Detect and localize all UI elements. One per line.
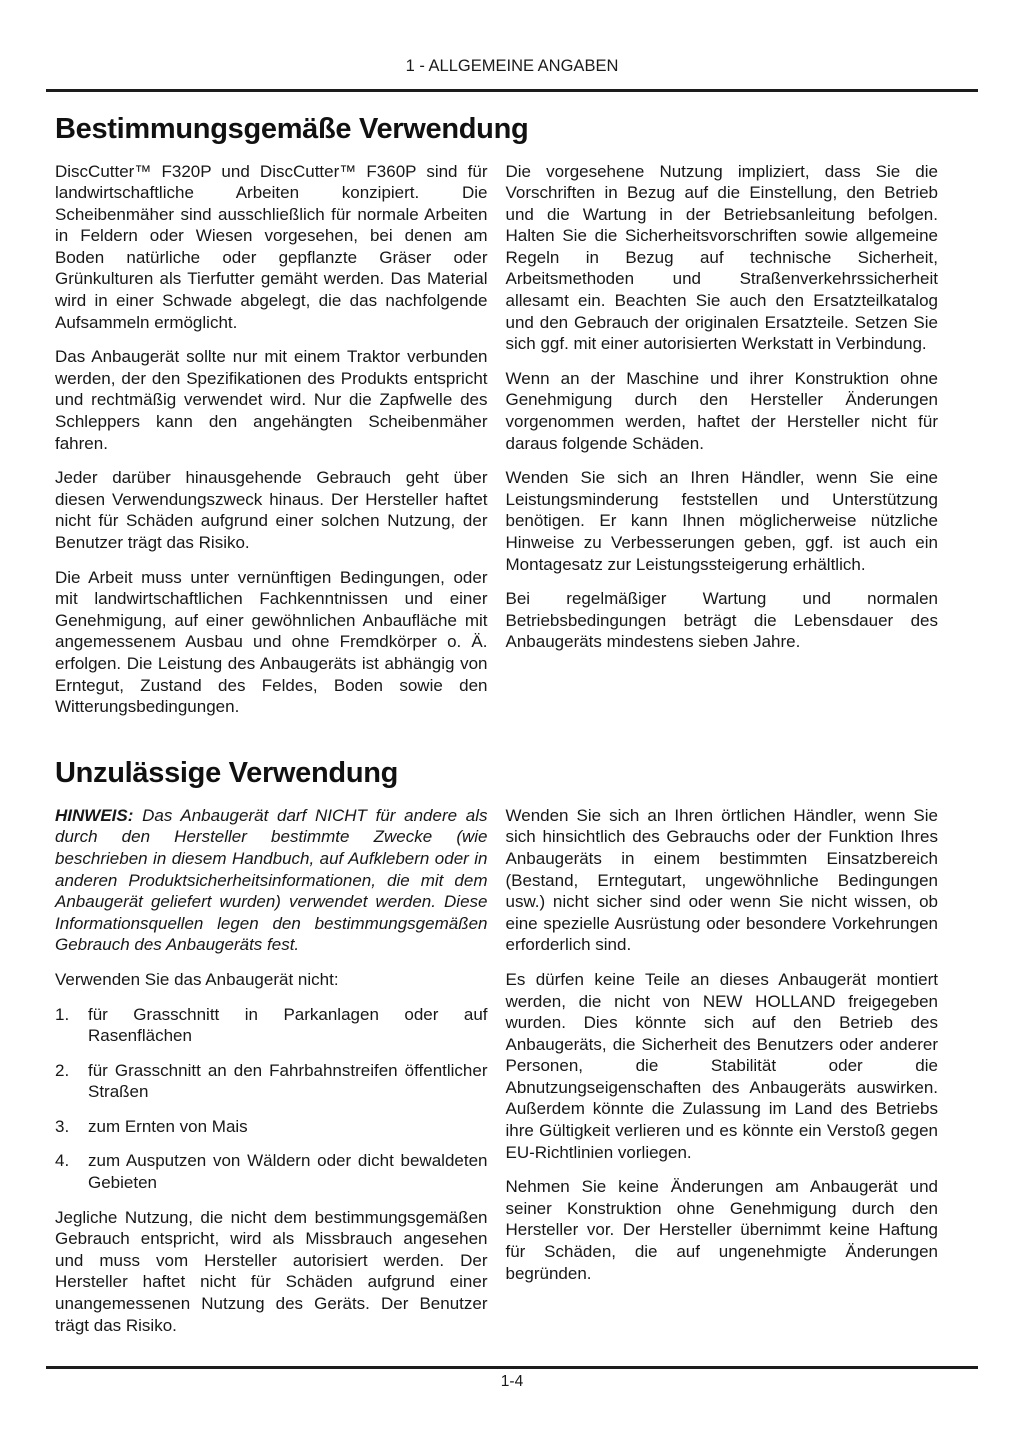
paragraph: Jegliche Nutzung, die nicht dem bestimmungsgemäßen Gebrauch entspricht, wird als Missbrauch angesehen und muss vom Hersteller autorisiert werden. Der Hersteller haftet nicht für Schäden aufgrund einer unangemessenen Nutzung des Geräts. Der Benutzer trägt das Risiko. [55,1207,488,1335]
list-intro: Verwenden Sie das Anbaugerät nicht: [55,969,339,989]
paragraph: Die Arbeit muss unter vernünftigen Bedingungen, oder mit landwirtschaftlichen Fachkenntnissen und einer Genehmigung, auf einer gewöhnlichen Anbaufläche mit angemessenem Ausbau und ohne Fremdkörper o. Ä. erfolgen. Die Leistung des Anbaugeräts ist abhängig von Erntegut, Zustand des Feldes, Boden sowie den Witterungsbedingungen. [55,567,488,717]
list-item-number: 4. [55,1151,70,1171]
page-number: 1-4 [500,1372,524,1390]
chapter-header: 1 - ALLGEMEINE ANGABEN [405,57,619,75]
paragraph: Bei regelmäßiger Wartung und normalen Betriebsbedingungen beträgt die Lebensdauer des Anbaugeräts mindestens sieben Jahre. [505,589,938,652]
note-paragraph [55,805,488,956]
paragraph: Es dürfen keine Teile an dieses Anbaugerät montiert werden, die nicht von NEW HOLLAND freigegeben wurden. Dies könnte sich auf den Betrieb des Anbaugeräts, die Sicherheit des Benutzers oder anderer Personen, die Stabilität oder die Abnutzungseigenschaften des Anbaugeräts auswirken. Außerdem könnte die Zulassung im Land des Betriebs ihre Gültigkeit verlieren und es könnte ein Verstoß gegen EU-Richtlinien vorliegen. [505,969,938,1162]
page-footer [0,1366,1024,1391]
header-divider [46,89,978,92]
list-item-text: zum Ernten von Mais [88,1116,248,1136]
paragraph: Das Anbaugerät sollte nur mit einem Traktor verbunden werden, der den Spezifikationen des Produkts entspricht und rechtmäßig verwendet wird. Nur die Zapfwelle des Schleppers kann den angehängten Scheibenmäher fahren. [55,347,488,453]
paragraph: Wenden Sie sich an Ihren Händler, wenn Sie eine Leistungsminderung feststellen und Unterstützung benötigen. Er kann Ihnen möglicherweise nützliche Hinweise zu Verbesserungen geben, ggf. ist auch ein Montagesatz zur Leistungssteigerung erhältlich. [505,468,938,574]
paragraph: Jeder darüber hinausgehende Gebrauch geht über diesen Verwendungszweck hinaus. Der Hersteller haftet nicht für Schäden aufgrund einer solchen Nutzung, der Benutzer trägt das Risiko. [55,468,488,552]
footer-divider [46,1366,978,1369]
note-text: Das Anbaugerät darf NICHT für andere als durch den Hersteller bestimmte Zwecke (wie beschrieben in diesem Handbuch, auf Aufklebern oder in anderen Produktsicherheitsinformationen, die mit dem Anbaugerät geliefert wurden) verwendet werden. Diese Informationsquellen legen den bestimmungsgemäßen Gebrauch des Anbaugeräts fest. [55,805,488,955]
list-item [55,1150,488,1193]
paragraph: DiscCutter™ F320P und DiscCutter™ F360P sind für landwirtschaftliche Arbeiten konzipiert. Die Scheibenmäher sind ausschließlich für normale Arbeiten in Feldern oder Wiesen vorgesehen, bei denen am Boden natürliche oder gepflanzte Gräser oder Grünkulturen als Tierfutter gemäht werden. Das Material wird in einer Schwade abgelegt, die das nachfolgende Aufsammeln ermöglicht. [55,161,488,332]
list-item-text: für Grasschnitt an den Fahrbahnstreifen öffentlicher Straßen [88,1060,488,1102]
list-item-number: 2. [55,1060,70,1080]
list-item [55,1116,488,1138]
note-label: HINWEIS: [55,805,134,825]
list-item [55,1060,488,1103]
list-item-text: für Grasschnitt in Parkanlagen oder auf Rasenflächen [88,1004,488,1046]
list-item-number: 1. [55,1004,70,1024]
prohibited-use-right-column [506,805,939,1297]
section-title-prohibited-use: Unzulässige Verwendung [55,756,399,789]
list-item-number: 3. [55,1116,70,1136]
prohibited-use-left-column [55,805,488,1349]
paragraph: Wenn an der Maschine und ihrer Konstruktion ohne Genehmigung durch den Hersteller Änderungen vorgenommen werden, haftet der Hersteller nicht für daraus folgende Schäden. [505,368,938,453]
page-content [55,113,938,1350]
intended-use-right-column [506,161,939,666]
intended-use-columns [55,161,938,731]
paragraph: Nehmen Sie keine Änderungen am Anbaugerät und seiner Konstruktion ohne Genehmigung durch den Hersteller vor. Der Hersteller übernimmt keine Haftung für Schäden, die auf ungenehmigte Änderungen begründen. [505,1177,938,1283]
prohibited-use-columns [55,805,938,1349]
paragraph: Wenden Sie sich an Ihren örtlichen Händler, wenn Sie sich hinsichtlich des Gebrauchs oder der Funktion Ihres Anbaugeräts in einem bestimmten Einsatzbereich (Bestand, Erntegutart, ungewöhnliche Bedingungen usw.) nicht sicher sind oder wenn Sie nicht wissen, ob eine spezielle Ausrüstung oder besondere Vorkehrungen erforderlich sind. [505,805,938,955]
intended-use-left-column [55,161,488,731]
list-item-text: zum Ausputzen von Wäldern oder dicht bewaldeten Gebieten [88,1151,488,1193]
section-title-intended-use: Bestimmungsgemäße Verwendung [55,112,529,145]
paragraph: Die vorgesehene Nutzung impliziert, dass Sie die Vorschriften in Bezug auf die Einstellung, den Betrieb und die Wartung in der Betriebsanleitung befolgen. Halten Sie die Sicherheitsvorschriften sowie allgemeine Regeln in Bezug auf technische Sicherheit, Arbeitsmethoden und Straßenverkehrssicherheit allesamt ein. Beachten Sie auch den Ersatzteilkatalog und den Gebrauch der originalen Ersatzteile. Setzen Sie sich ggf. mit einer autorisierten Werkstatt in Verbindung. [505,161,938,354]
list-item [55,1004,488,1047]
